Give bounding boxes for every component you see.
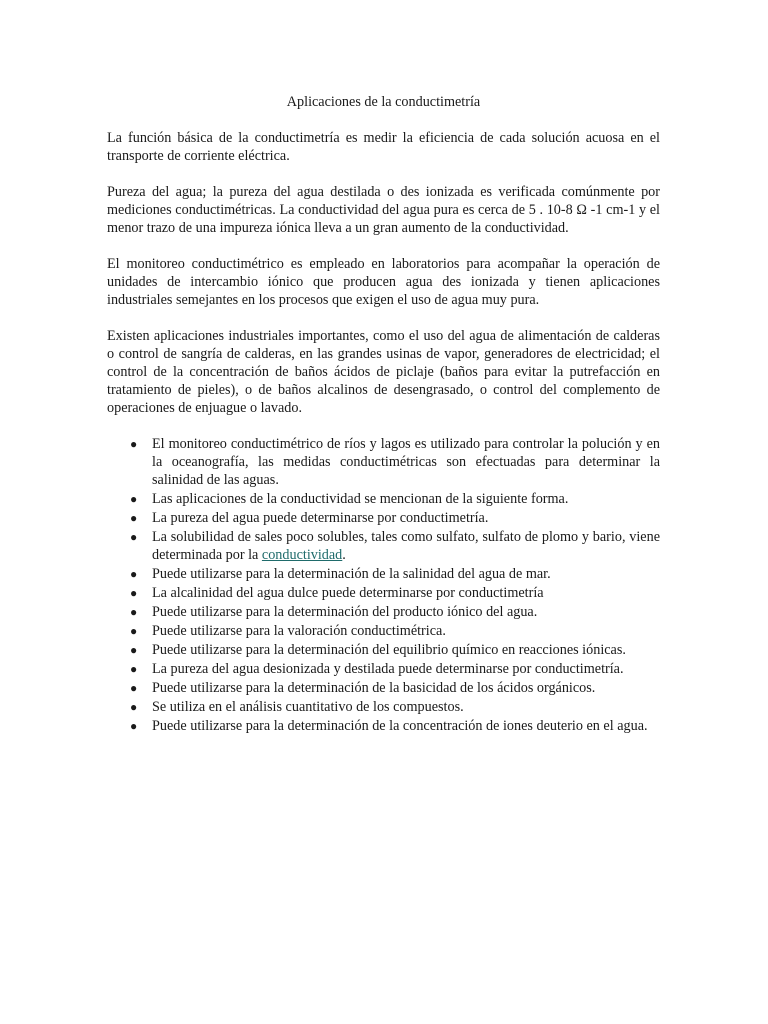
list-item-text: Puede utilizarse para la valoración conductimétrica. (152, 623, 446, 639)
list-item-text: Las aplicaciones de la conductividad se mencionan de la siguiente forma. (152, 491, 569, 507)
list-item (107, 565, 660, 583)
list-item (107, 717, 660, 735)
list-item (107, 490, 660, 508)
bullet-icon: ● (130, 530, 138, 544)
list-item (107, 641, 660, 659)
list-item-text: Puede utilizarse para la determinación del equilibrio químico en reacciones iónicas. (152, 642, 626, 658)
list-item-suffix: . (342, 547, 346, 563)
bullet-icon: ● (130, 719, 138, 733)
list-item (107, 660, 660, 678)
list-item-text: Puede utilizarse para la determinación de la basicidad de los ácidos orgánicos. (152, 680, 596, 696)
list-item-text: La alcalinidad del agua dulce puede determinarse por conductimetría (152, 585, 544, 601)
bullet-icon: ● (130, 681, 138, 695)
paragraph-monitoring: El monitoreo conductimétrico es empleado en laboratorios para acompañar la operación de unidades de intercambio iónico que producen agua des ionizada y tienen aplicaciones industriales semejantes en los procesos que exigen el uso de agua muy pura. (107, 256, 660, 308)
bullet-icon: ● (130, 662, 138, 676)
bullet-icon: ● (130, 567, 138, 581)
document-page (107, 93, 660, 736)
list-item (107, 603, 660, 621)
paragraph-water-purity: Pureza del agua; la pureza del agua destilada o des ionizada es verificada comúnmente por mediciones conductimétricas. La conductividad del agua pura es cerca de 5 . 10-8 Ω -1 cm-1 y el menor trazo de una impureza iónica lleva a un gran aumento de la conductividad. (107, 184, 660, 236)
list-item (107, 509, 660, 527)
conductividad-link[interactable]: conductividad (261, 547, 343, 563)
applications-list (107, 435, 660, 735)
list-item-text: El monitoreo conductimétrico de ríos y lagos es utilizado para controlar la polución y en la oceanografía, las medidas conductimétricas son efectuadas para determinar la salinidad de las aguas. (152, 436, 660, 488)
list-item (107, 584, 660, 602)
list-item-text: Se utiliza en el análisis cuantitativo de los compuestos. (152, 699, 464, 715)
bullet-icon: ● (130, 492, 138, 506)
list-item (107, 679, 660, 697)
bullet-icon: ● (130, 624, 138, 638)
list-item (107, 698, 660, 716)
document-title: Aplicaciones de la conductimetría (286, 94, 481, 110)
bullet-icon: ● (130, 643, 138, 657)
list-item (107, 528, 660, 564)
bullet-icon: ● (130, 511, 138, 525)
list-item-text: Puede utilizarse para la determinación de la concentración de iones deuterio en el agua. (152, 718, 648, 734)
bullet-icon: ● (130, 605, 138, 619)
list-item (107, 435, 660, 489)
paragraph-industrial: Existen aplicaciones industriales importantes, como el uso del agua de alimentación de calderas o control de sangría de calderas, en las grandes usinas de vapor, generadores de electricidad; el control de la concentración de baños ácidos de piclaje (baños para evitar la putrefacción en tratamiento de pieles), o de baños alcalinos de desengrasado, o control del complemento de operaciones de enjuague o lavado. (107, 328, 660, 416)
list-item-text: La pureza del agua desionizada y destilada puede determinarse por conductimetría. (152, 661, 624, 677)
list-item-text: La pureza del agua puede determinarse por conductimetría. (152, 510, 489, 526)
bullet-icon: ● (130, 700, 138, 714)
bullet-icon: ● (130, 586, 138, 600)
list-item-text: La solubilidad de sales poco solubles, tales como sulfato, sulfato de plomo y bario, viene determinada por la (152, 529, 660, 563)
paragraph-intro: La función básica de la conductimetría es medir la eficiencia de cada solución acuosa en el transporte de corriente eléctrica. (107, 130, 660, 164)
list-item (107, 622, 660, 640)
list-item-text: Puede utilizarse para la determinación del producto iónico del agua. (152, 604, 538, 620)
bullet-icon: ● (130, 437, 138, 451)
list-item-text: Puede utilizarse para la determinación de la salinidad del agua de mar. (152, 566, 551, 582)
